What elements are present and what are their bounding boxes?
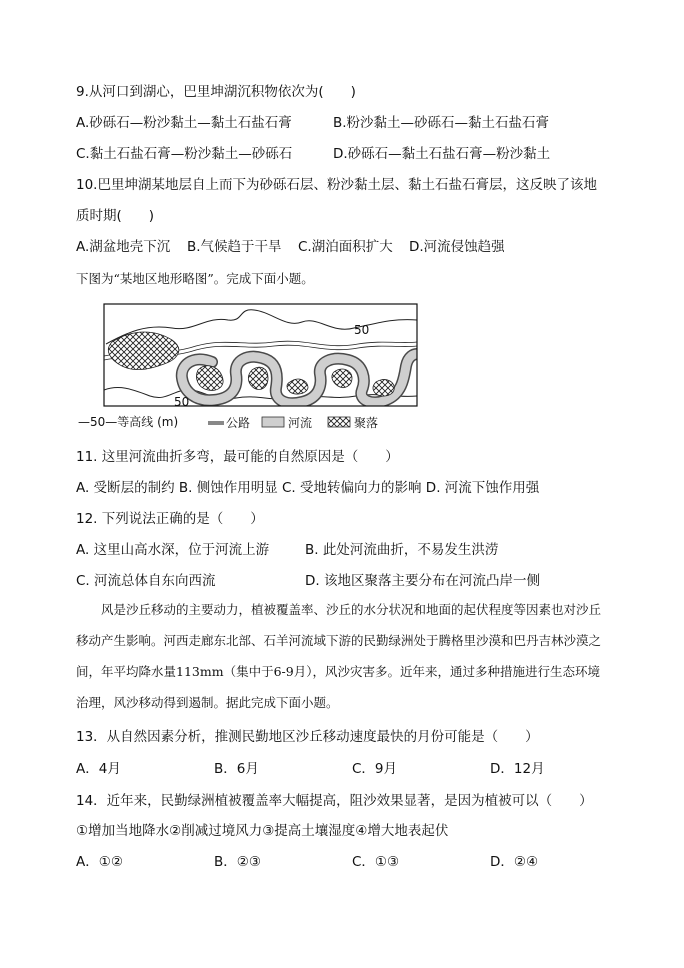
q10-option-b: B.气候趋于干旱 — [187, 239, 282, 255]
reading-passage: 风是沙丘移动的主要动力，植被覆盖率、沙丘的水分状况和地面的起伏程度等因素也对沙丘移动产生影响。河西走廊东北部、石羊河流域下游的民勤绿洲处于腾格里沙漠和巴丹吉林沙漠之间，年平均降水量113mm（集中于6-9月），风沙灾害多。近年来，通过多种措施进行生态环境治理，风沙移动得到遏制。据此完成下面小题。 — [76, 602, 602, 710]
legend-settlement-symbol — [328, 417, 350, 427]
contour-label-top: 50 — [354, 323, 370, 337]
settlement — [373, 380, 394, 397]
q14-statements: ①增加当地降水②削减过境风力③提高土壤湿度④增大地表起伏 — [76, 823, 449, 839]
settlement — [248, 367, 268, 389]
q11-options: A. 受断层的制约 B. 侧蚀作用明显 C. 受地转偏向力的影响 D. 河流下蚀作用强 — [76, 480, 540, 496]
q14-option-d: D．②④ — [490, 854, 539, 870]
q10-stem-line2: 质时期( ) — [76, 208, 155, 224]
terrain-map — [76, 298, 542, 438]
q9-stem: 9.从河口到湖心，巴里坤湖沉积物依次为( ) — [76, 84, 356, 100]
q12-option-b: B. 此处河流曲折，不易发生洪涝 — [305, 542, 499, 558]
q14-stem: 14．近年来，民勤绿洲植被覆盖率大幅提高，阻沙效果显著，是因为植被可以（ ） — [76, 793, 593, 809]
q9-option-d: D.砂砾石—黏土石盐石膏—粉沙黏土 — [333, 146, 551, 162]
q10-option-d: D.河流侵蚀趋强 — [409, 239, 505, 255]
q13-option-b: B．6月 — [214, 761, 259, 777]
q14-option-b: B．②③ — [214, 854, 261, 870]
legend-road: 公路 — [226, 416, 251, 430]
q10-option-c: C.湖泊面积扩大 — [298, 239, 393, 255]
q11-stem: 11. 这里河流曲折多弯，最可能的自然原因是（ ） — [76, 449, 399, 465]
q12-option-d: D. 该地区聚落主要分布在河流凸岸一侧 — [305, 573, 540, 589]
q9-option-b: B.粉沙黏土—砂砾石—黏土石盐石膏 — [333, 115, 550, 131]
q12-stem: 12. 下列说法正确的是（ ） — [76, 511, 264, 527]
map-intro: 下图为“某地区地形略图”。完成下面小题。 — [76, 271, 314, 286]
settlement — [196, 366, 223, 391]
contour-label-bottom: 50 — [174, 395, 190, 409]
q13-option-c: C．9月 — [352, 761, 398, 777]
settlement — [287, 379, 308, 394]
legend-contour: —50—等高线 (m) — [78, 415, 179, 429]
legend-river-symbol — [262, 417, 284, 427]
q13-option-d: D．12月 — [490, 761, 545, 777]
q12-option-c: C. 河流总体自东向西流 — [76, 573, 216, 589]
q10-option-a: A.湖盆地壳下沉 — [76, 239, 171, 255]
settlement — [332, 369, 352, 387]
q10-stem-line1: 10.巴里坤湖某地层自上而下为砂砾石层、粉沙黏土层、黏土石盐石膏层，这反映了该地 — [76, 177, 597, 193]
q13-option-a: A．4月 — [76, 761, 121, 777]
q14-option-a: A．①② — [76, 854, 123, 870]
legend-settlement: 聚落 — [354, 416, 379, 430]
q13-stem: 13．从自然因素分析，推测民勤地区沙丘移动速度最快的月份可能是（ ） — [76, 729, 539, 745]
q12-option-a: A. 这里山高水深，位于河流上游 — [76, 542, 270, 558]
q9-option-c: C.黏土石盐石膏—粉沙黏土—砂砾石 — [76, 146, 293, 162]
q9-option-a: A.砂砾石—粉沙黏土—黏土石盐石膏 — [76, 115, 292, 131]
q14-option-c: C．①③ — [352, 854, 400, 870]
legend-river: 河流 — [288, 416, 313, 430]
